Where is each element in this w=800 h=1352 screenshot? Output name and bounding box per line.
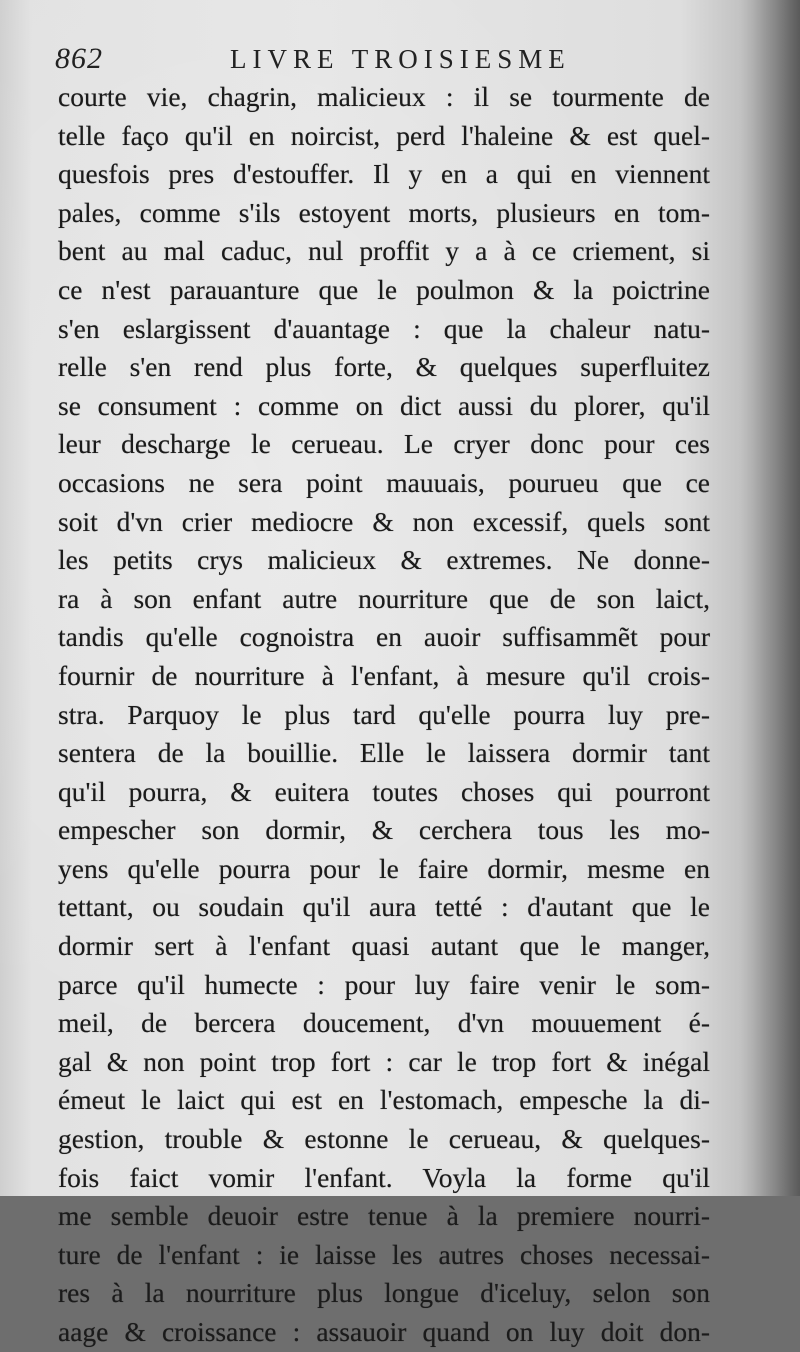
text-line: me semble deuoir estre tenue à la premiere nourri-: [58, 1200, 710, 1232]
text-line: stra. Parquoy le plus tard qu'elle pourra luy pre-: [58, 698, 710, 730]
text-line: leur descharge le cerueau. Le cryer donc pour ces: [58, 428, 710, 460]
text-line: qu'il pourra, & euitera toutes choses qui pourront: [58, 775, 710, 807]
text-line: gestion, trouble & estonne le cerueau, & quelques-: [58, 1123, 710, 1155]
text-line: tandis qu'elle cognoistra en auoir suffisammẽt pour: [58, 621, 710, 653]
text-line: pales, comme s'ils estoyent morts, plusieurs en tom-: [58, 196, 710, 228]
text-line: res à la nourriture plus longue d'iceluy, selon son: [58, 1277, 710, 1309]
text-line: émeut le laict qui est en l'estomach, empesche la di-: [58, 1084, 710, 1116]
text-line: sentera de la bouillie. Elle le laissera dormir tant: [58, 737, 710, 769]
text-line: fournir de nourriture à l'enfant, à mesure qu'il crois-: [58, 659, 710, 691]
text-line: ce n'est parauanture que le poulmon & la poictrine: [58, 273, 710, 305]
text-line: bent au mal caduc, nul proffit y a à ce criement, si: [58, 235, 710, 267]
text-line: se consument : comme on dict aussi du plorer, qu'il: [58, 389, 710, 421]
text-line: soit d'vn crier mediocre & non excessif, quels sont: [58, 505, 710, 537]
running-head: LIVRE TROISIESME: [230, 44, 571, 74]
text-line: occasions ne sera point mauuais, pourueu que ce: [58, 466, 710, 498]
text-line: meil, de bercera doucement, d'vn mouuement é-: [58, 1007, 710, 1039]
text-line: tettant, ou soudain qu'il aura tetté : d'autant que le: [58, 891, 710, 923]
text-line: dormir sert à l'enfant quasi autant que le manger,: [58, 930, 710, 962]
text-line: fois faict vomir l'enfant. Voyla la forme qu'il: [58, 1161, 710, 1193]
text-line: relle s'en rend plus forte, & quelques superfluitez: [58, 351, 710, 383]
text-line: les petits crys malicieux & extremes. Ne donne-: [58, 544, 710, 576]
page-number: 862: [55, 42, 103, 75]
text-line: parce qu'il humecte : pour luy faire venir le som-: [58, 968, 710, 1000]
text-line: ture de l'enfant : ie laisse les autres choses necessai-: [58, 1238, 710, 1270]
text-line: telle faço qu'il en noircist, perd l'haleine & est quel-: [58, 119, 710, 151]
text-line: courte vie, chagrin, malicieux : il se tourmente de: [58, 81, 710, 112]
page-edge-shadow: [740, 0, 800, 1196]
text-line: aage & croissance : assauoir quand on luy doit don-: [58, 1316, 710, 1347]
page-header: [55, 40, 715, 80]
text-line: yens qu'elle pourra pour le faire dormir, mesme en: [58, 852, 710, 884]
text-line: s'en eslargissent d'auantage : que la chaleur natu-: [58, 312, 710, 344]
text-line: gal & non point trop fort : car le trop fort & inégal: [58, 1045, 710, 1077]
text-line: quesfois pres d'estouffer. Il y en a qui en viennent: [58, 158, 710, 190]
text-line: empescher son dormir, & cerchera tous les mo-: [58, 814, 710, 846]
body-text: [58, 78, 710, 1352]
text-line: ra à son enfant autre nourriture que de son laict,: [58, 582, 710, 614]
